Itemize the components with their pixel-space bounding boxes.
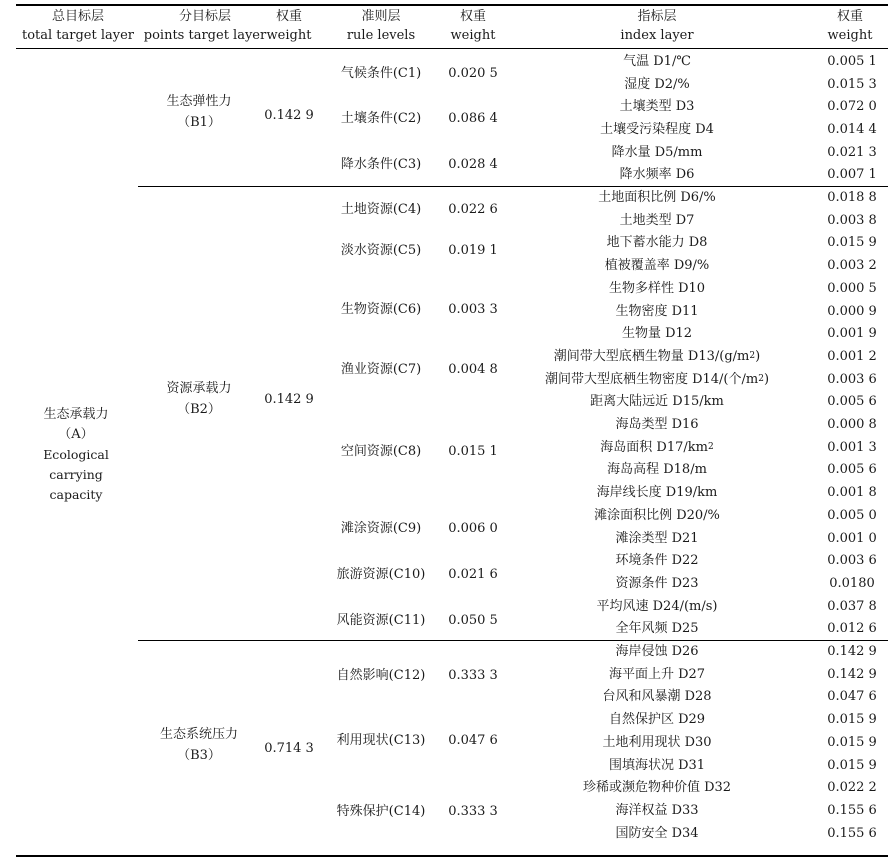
sub-target-code: （B2） xyxy=(177,402,221,418)
sub-target-code: （B3） xyxy=(177,748,221,764)
index-name-text: 生物密度 D11 xyxy=(615,303,699,319)
index-name xyxy=(507,799,807,822)
sub-target-cell xyxy=(135,376,263,422)
sub-target-cell xyxy=(135,89,263,135)
index-name-text: 气温 D1/℃ xyxy=(623,53,691,69)
index-name xyxy=(507,209,807,232)
index-weight: 0.142 9 xyxy=(827,666,877,682)
column-header xyxy=(512,6,802,46)
header-rule xyxy=(16,48,888,49)
rule-level-name: 生物资源(C6) xyxy=(340,301,422,317)
rule-level-name: 空间资源(C8) xyxy=(340,443,422,459)
sub-target-name: 资源承载力 xyxy=(166,381,232,397)
index-name-text: 湿度 D2/% xyxy=(624,76,690,92)
column-header xyxy=(443,6,503,46)
index-weight: 0.003 6 xyxy=(827,553,877,569)
index-weight: 0.001 2 xyxy=(827,348,877,364)
column-header-en: weight xyxy=(266,28,312,43)
index-name-text: 生物多样性 D10 xyxy=(608,280,706,296)
column-header-en: weight xyxy=(827,28,873,43)
index-weight: 0.000 9 xyxy=(827,303,877,319)
index-name xyxy=(507,776,807,799)
index-weight: 0.005 6 xyxy=(827,462,877,478)
index-name-text: 国防安全 D34 xyxy=(615,825,699,841)
index-name xyxy=(507,50,807,73)
index-name xyxy=(507,232,807,255)
index-name-text: 海岸线长度 D19/km xyxy=(596,485,718,501)
index-name xyxy=(507,504,807,527)
index-name xyxy=(507,754,807,777)
rule-level-name: 利用现状(C13) xyxy=(336,732,426,748)
total-target-en3: capacity xyxy=(49,487,103,502)
index-name xyxy=(507,254,807,277)
index-name-text: 海平面上升 D27 xyxy=(608,666,706,682)
total-target-en2: carrying xyxy=(49,467,103,482)
index-name-text: 海洋权益 D33 xyxy=(615,802,699,818)
index-name xyxy=(507,164,807,187)
sub-target-cell xyxy=(135,722,263,768)
rule-level-weight: 0.047 6 xyxy=(448,732,498,748)
index-name-text: 土地面积比例 D6/% xyxy=(598,190,716,206)
column-header-zh: 权重 xyxy=(459,9,486,24)
index-name xyxy=(507,731,807,754)
column-header xyxy=(259,6,319,46)
index-weight: 0.000 8 xyxy=(827,417,877,433)
rule-level-weight: 0.028 4 xyxy=(448,157,498,172)
index-weight: 0.047 6 xyxy=(827,689,877,705)
index-name-text: 自然保护区 D29 xyxy=(608,712,706,728)
column-header-en: rule levels xyxy=(346,28,416,43)
index-name xyxy=(507,186,807,209)
rule-level-name: 风能资源(C11) xyxy=(336,613,426,628)
bottom-rule xyxy=(16,855,888,857)
index-weight: 0.015 3 xyxy=(827,76,877,92)
index-name-text: 潮间带大型底栖生物密度 D14/(个/m xyxy=(544,371,759,387)
rule-level-weight: 0.333 3 xyxy=(448,803,498,819)
index-name xyxy=(507,481,807,504)
index-weight: 0.003 8 xyxy=(827,212,877,228)
sub-target-name: 生态系统压力 xyxy=(159,727,238,743)
rule-level-name: 土壤条件(C2) xyxy=(340,110,422,126)
rule-level-weight: 0.015 1 xyxy=(448,443,498,459)
index-name xyxy=(507,527,807,550)
rule-level-name: 淡水资源(C5) xyxy=(340,242,422,258)
column-header-zh: 总目标层 xyxy=(51,9,104,24)
index-weight: 0.001 9 xyxy=(827,326,877,342)
column-header-zh: 准则层 xyxy=(361,9,401,24)
index-weight: 0.007 1 xyxy=(827,167,877,183)
total-target-en1: Ecological xyxy=(43,447,109,462)
index-name-text: 海岛面积 D17/km xyxy=(600,439,708,455)
rule-level-weight: 0.003 3 xyxy=(448,301,498,317)
rule-level-name: 降水条件(C3) xyxy=(340,157,422,172)
index-name-text: 生物量 D12 xyxy=(621,326,693,342)
rule-level-weight: 0.004 8 xyxy=(448,362,498,378)
index-name-text: 植被覆盖率 D9/% xyxy=(604,258,710,274)
rule-level-weight: 0.022 6 xyxy=(448,202,498,218)
column-header-zh: 权重 xyxy=(836,9,863,24)
column-header-zh: 分目标层 xyxy=(178,9,231,24)
index-name-text: 土地类型 D7 xyxy=(619,212,695,228)
rule-level-name: 渔业资源(C7) xyxy=(340,362,422,378)
index-weight: 0.022 2 xyxy=(827,780,877,796)
index-name xyxy=(507,391,807,414)
rule-level-name: 自然影响(C12) xyxy=(336,667,426,683)
sub-target-weight: 0.714 3 xyxy=(264,740,314,756)
index-name xyxy=(507,572,807,595)
index-weight: 0.142 9 xyxy=(827,644,877,660)
rule-level-weight: 0.020 5 xyxy=(448,66,498,82)
total-target-code: （A） xyxy=(58,427,94,442)
column-header-en: weight xyxy=(450,28,496,43)
index-name-tail: ) xyxy=(755,348,761,364)
index-name-text: 土地利用现状 D30 xyxy=(602,734,712,750)
column-header-zh: 指标层 xyxy=(637,9,677,24)
index-name-text: 滩涂面积比例 D20/% xyxy=(594,507,720,523)
index-weight: 0.005 0 xyxy=(827,507,877,523)
index-name xyxy=(507,73,807,96)
index-weight: 0.015 9 xyxy=(827,757,877,773)
index-name-text: 滩涂类型 D21 xyxy=(615,530,699,546)
index-weight: 0.000 5 xyxy=(827,280,877,296)
index-weight: 0.001 0 xyxy=(827,530,877,546)
total-target-cell xyxy=(16,405,136,505)
column-header-zh: 权重 xyxy=(275,9,302,24)
column-header-en: index layer xyxy=(620,28,694,43)
index-name xyxy=(507,595,807,618)
index-name xyxy=(507,300,807,323)
index-weight: 0.015 9 xyxy=(827,712,877,728)
index-name-text: 降水量 D5/mm xyxy=(611,144,703,160)
index-weight: 0.155 6 xyxy=(827,825,877,841)
rule-level-weight: 0.019 1 xyxy=(448,242,498,258)
index-name xyxy=(507,141,807,164)
index-weight: 0.072 0 xyxy=(827,99,877,115)
rule-level-name: 气候条件(C1) xyxy=(340,66,422,82)
column-header xyxy=(820,6,880,46)
index-name-text: 地下蓄水能力 D8 xyxy=(606,235,708,251)
rule-level-name: 特殊保护(C14) xyxy=(336,803,426,819)
index-weight: 0.014 4 xyxy=(827,121,877,137)
index-weight-table xyxy=(16,4,888,856)
index-weight: 0.001 8 xyxy=(827,485,877,501)
index-name xyxy=(507,118,807,141)
index-name xyxy=(507,549,807,572)
index-weight: 0.0180 xyxy=(829,575,875,591)
index-name-text: 土壤受污染程度 D4 xyxy=(600,121,714,137)
column-header xyxy=(16,6,140,46)
sub-target-code: （B1） xyxy=(177,115,221,131)
index-name xyxy=(507,322,807,345)
index-name-text: 海岛类型 D16 xyxy=(615,417,699,433)
index-name xyxy=(507,663,807,686)
index-weight: 0.003 2 xyxy=(827,258,877,274)
index-name-text: 潮间带大型底栖生物量 D13/(g/m xyxy=(553,348,750,364)
index-name-text: 降水频率 D6 xyxy=(619,167,695,183)
total-target-zh: 生态承载力 xyxy=(43,407,109,422)
sub-target-name: 生态弹性力 xyxy=(166,94,232,110)
index-name: 潮间带大型底栖生物量 D13/(g/m 2 ) xyxy=(553,348,761,364)
index-name xyxy=(507,618,807,641)
index-weight: 0.001 3 xyxy=(827,439,877,455)
index-weight: 0.037 8 xyxy=(827,598,877,614)
index-name: 海岛面积 D17/km 2 xyxy=(600,439,714,455)
rule-level-name: 土地资源(C4) xyxy=(340,202,422,218)
index-name-text: 资源条件 D23 xyxy=(615,575,699,591)
index-name xyxy=(507,95,807,118)
index-name-text: 距离大陆远近 D15/km xyxy=(590,394,724,410)
index-name xyxy=(507,708,807,731)
column-header-en: total target layer xyxy=(21,28,135,43)
index-weight: 0.012 6 xyxy=(827,621,877,637)
index-weight: 0.015 9 xyxy=(827,734,877,750)
index-name-text: 环境条件 D22 xyxy=(615,553,699,569)
index-name-text: 珍稀或濒危物种价值 D32 xyxy=(582,780,732,796)
column-header-en: points target layer xyxy=(143,28,267,43)
rule-level-weight: 0.006 0 xyxy=(448,521,498,537)
index-weight: 0.021 3 xyxy=(827,144,877,160)
index-weight: 0.155 6 xyxy=(827,802,877,818)
index-name xyxy=(507,686,807,709)
sub-target-weight: 0.142 9 xyxy=(264,391,314,407)
rule-level-name: 旅游资源(C10) xyxy=(336,566,426,582)
index-name-text: 土壤类型 D3 xyxy=(619,99,695,115)
index-name xyxy=(507,459,807,482)
index-name xyxy=(507,640,807,663)
rule-level-weight: 0.333 3 xyxy=(448,667,498,683)
column-header xyxy=(326,6,436,46)
index-weight: 0.005 1 xyxy=(827,53,877,69)
rule-level-name: 滩涂资源(C9) xyxy=(340,521,422,537)
sub-target-weight: 0.142 9 xyxy=(264,107,314,123)
index-weight: 0.003 6 xyxy=(827,371,877,387)
index-name-text: 全年风频 D25 xyxy=(615,621,699,637)
index-name xyxy=(507,277,807,300)
index-name xyxy=(507,822,807,845)
index-name: 潮间带大型底栖生物密度 D14/(个/m 2 ) xyxy=(544,371,770,387)
index-weight: 0.005 6 xyxy=(827,394,877,410)
index-name-text: 海岛高程 D18/m xyxy=(607,462,707,478)
index-name-text: 台风和风暴潮 D28 xyxy=(602,689,712,705)
index-name xyxy=(507,413,807,436)
index-name-text: 平均风速 D24/(m/s) xyxy=(596,598,718,614)
rule-level-weight: 0.021 6 xyxy=(448,566,498,582)
index-name-text: 围填海状况 D31 xyxy=(608,757,706,773)
rule-level-weight: 0.086 4 xyxy=(448,110,498,126)
index-name-tail: ) xyxy=(763,371,770,387)
index-name-text: 海岸侵蚀 D26 xyxy=(615,644,699,660)
rule-level-weight: 0.050 5 xyxy=(448,613,498,628)
column-header xyxy=(140,6,270,46)
index-weight: 0.018 8 xyxy=(827,190,877,206)
index-weight: 0.015 9 xyxy=(827,235,877,251)
